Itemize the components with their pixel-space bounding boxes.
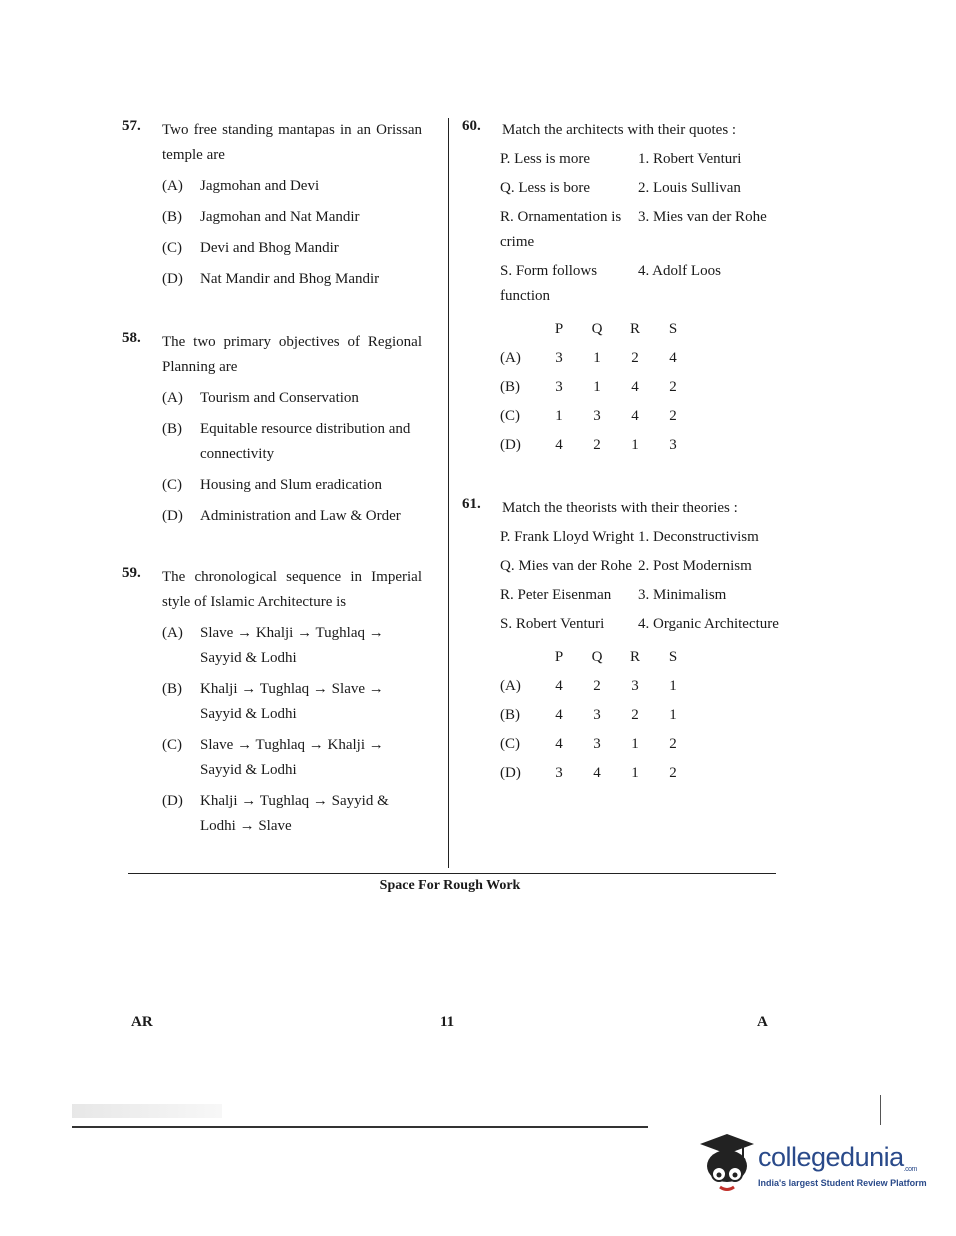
match-row: P. Frank Lloyd Wright 1. Deconstructivism <box>500 529 759 545</box>
option: (C) Housing and Slum eradication <box>162 477 383 493</box>
option: (B) Equitable resource distribution and connectivity <box>162 421 411 462</box>
question-number: 58. <box>122 330 141 346</box>
column-divider <box>448 118 449 868</box>
option: (B) Jagmohan and Nat Mandir <box>162 209 360 225</box>
option: (C) Devi and Bhog Mandir <box>162 240 339 256</box>
logo-wordmark: collegedunia.com <box>758 1142 917 1173</box>
footer-subject-code: AR <box>131 1014 153 1030</box>
scan-artifact <box>72 1104 222 1118</box>
left-column <box>122 118 422 839</box>
option: (D) Nat Mandir and Bhog Mandir <box>162 271 380 287</box>
page-number: 11 <box>440 1014 455 1030</box>
option: (A) Tourism and Conservation <box>162 390 359 406</box>
question-number: 57. <box>122 118 141 134</box>
match-row: Q. Less is bore 2. Louis Sullivan <box>500 180 741 196</box>
answer-table <box>500 643 782 788</box>
mascot-icon <box>698 1132 756 1196</box>
question-text: Match the architects with their quotes : <box>502 122 737 138</box>
question-text: The two primary objectives of Regional Planning are <box>162 334 422 375</box>
option: (A) Jagmohan and Devi <box>162 178 320 194</box>
footer-paper-set: A <box>757 1014 768 1030</box>
rough-work-divider <box>128 873 776 874</box>
option: (A) Slave → Khalji → Tughlaq → Sayyid & Lodhi <box>162 625 384 666</box>
option: (C) Slave → Tughlaq → Khalji → Sayyid & Lodhi <box>162 737 384 778</box>
question-number: 60. <box>462 118 481 134</box>
answer-row: (A) 3 1 2 4 <box>500 350 677 366</box>
answer-row: (D) 4 2 1 3 <box>500 437 677 453</box>
question-61 <box>462 496 782 788</box>
question-number: 61. <box>462 496 481 512</box>
answer-header: P Q R S <box>554 321 678 337</box>
answer-row: (C) 1 3 4 2 <box>500 408 677 424</box>
match-list <box>500 147 782 309</box>
answer-row: (D) 3 4 1 2 <box>500 765 677 781</box>
question-text: Two free standing mantapas in an Orissan temple are <box>162 122 422 163</box>
option: (B) Khalji → Tughlaq → Slave → Sayyid & Lodhi <box>162 681 384 722</box>
answer-row: (C) 4 3 1 2 <box>500 736 677 752</box>
question-60 <box>462 118 782 460</box>
question-number: 59. <box>122 565 141 581</box>
match-row: R. Peter Eisenman 3. Minimalism <box>500 587 727 603</box>
question-text: Match the theorists with their theories : <box>502 500 738 516</box>
answer-row: (B) 4 3 2 1 <box>500 707 677 723</box>
scan-edge <box>880 1095 881 1125</box>
match-row: P. Less is more 1. Robert Venturi <box>500 151 742 167</box>
match-list <box>500 525 782 637</box>
answer-row: (B) 3 1 4 2 <box>500 379 677 395</box>
bottom-rule <box>72 1126 648 1128</box>
option: (D) Khalji → Tughlaq → Sayyid & Lodhi → Slave <box>162 793 389 834</box>
question-59 <box>122 565 422 839</box>
answer-header: P Q R S <box>554 649 678 665</box>
match-row: Q. Mies van der Rohe 2. Post Modernism <box>500 558 752 574</box>
question-58 <box>122 330 422 529</box>
answer-table <box>500 315 782 460</box>
question-57 <box>122 118 422 292</box>
collegedunia-logo <box>698 1132 928 1202</box>
option: (D) Administration and Law & Order <box>162 508 401 524</box>
right-column <box>462 118 782 788</box>
match-row: S. Form follows function 4. Adolf Loos <box>500 263 721 304</box>
logo-tagline: India's largest Student Review Platform <box>758 1178 927 1188</box>
question-text: The chronological sequence in Imperial style of Islamic Architecture is <box>162 569 422 610</box>
rough-work-label: Space For Rough Work <box>379 878 521 893</box>
answer-row: (A) 4 2 3 1 <box>500 678 677 694</box>
match-row: R. Ornamentation is crime 3. Mies van der Rohe <box>500 209 767 250</box>
match-row: S. Robert Venturi 4. Organic Architecture <box>500 616 779 632</box>
